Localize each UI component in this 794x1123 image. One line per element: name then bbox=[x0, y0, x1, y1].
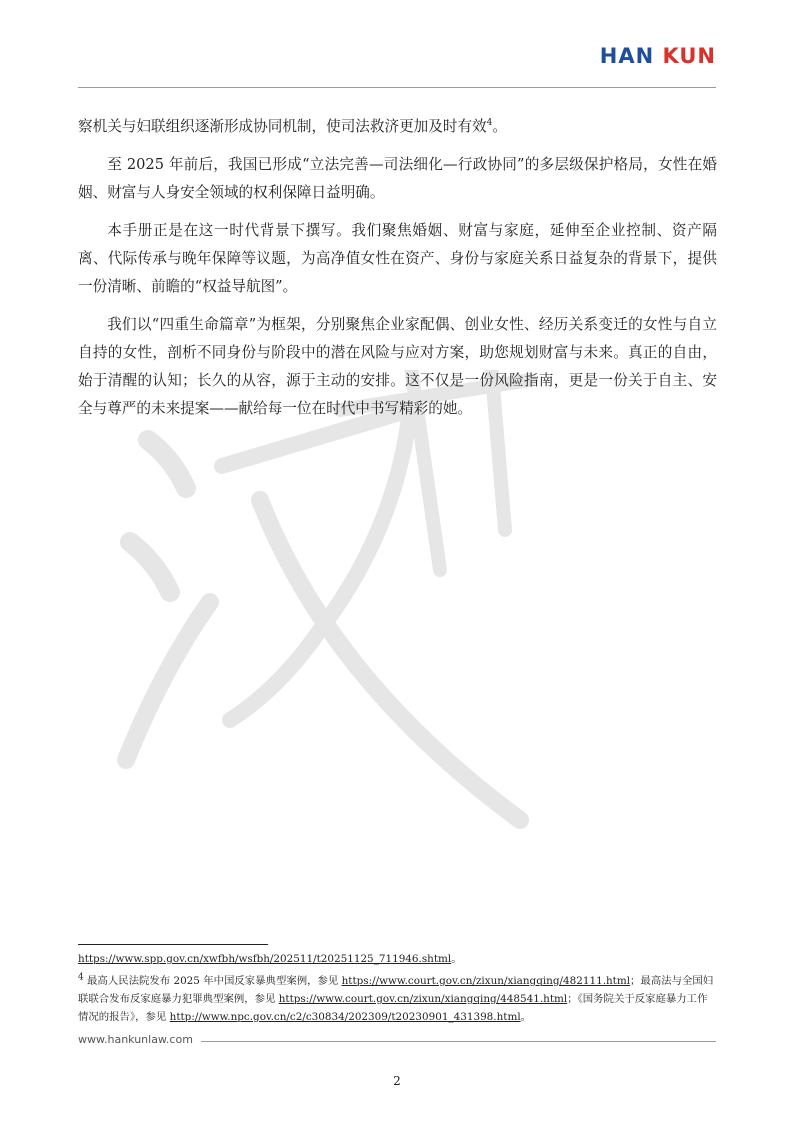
main-content bbox=[78, 113, 717, 433]
paragraph-2: 至 2025 年前后，我国已形成“立法完善—司法细化—行政协同”的多层级保护格局，女性在婚姻、财富与人身安全领域的权利保障日益明确。 bbox=[78, 156, 717, 201]
footnote-link-court-1[interactable]: https://www.court.gov.cn/zixun/xiangqing/482111.html bbox=[341, 975, 631, 987]
footnote-ref-4[interactable]: 4 bbox=[486, 118, 493, 129]
footer-website[interactable]: www.hankunlaw.com bbox=[78, 1033, 201, 1046]
footnotes bbox=[78, 950, 717, 1030]
footnote-4 bbox=[78, 972, 717, 1026]
paragraph-1-end: 。 bbox=[492, 118, 507, 135]
logo-han: HAN bbox=[599, 44, 655, 68]
hankun-watermark-icon bbox=[110, 370, 550, 840]
paragraph-1 bbox=[78, 113, 717, 141]
logo-kun: KUN bbox=[662, 44, 716, 68]
footnote-link-npc[interactable]: http://www.npc.gov.cn/c2/c30834/202309/t20230901_431398.html bbox=[169, 1011, 521, 1023]
footnote-4-mark: 4 bbox=[78, 972, 84, 983]
footnote-link-court-2[interactable]: https://www.court.gov.cn/zixun/xiangqing/448541.html bbox=[278, 993, 568, 1005]
footnote-continued-end: 。 bbox=[451, 953, 462, 965]
footnote-continued bbox=[78, 950, 717, 968]
footnote-4-end: 。 bbox=[520, 1011, 532, 1023]
footnote-divider bbox=[78, 944, 268, 945]
hankun-logo bbox=[600, 44, 716, 68]
footnote-4-text-2: ；最高法与全国妇联联合发布反家庭暴力犯罪典型案例，参见 bbox=[78, 975, 714, 1005]
paragraph-3: 本手册正是在这一时代背景下撰写。我们聚焦婚姻、财富与家庭，延伸至企业控制、资产隔离、代际传承与晚年保障等议题，为高净值女性在资产、身份与家庭关系日益复杂的背景下，提供一份清晰、前瞻的“权益导航图”。 bbox=[78, 222, 717, 295]
paragraph-1-text: 察机关与妇联组织逐渐形成协同机制，使司法救济更加及时有效 bbox=[78, 118, 487, 135]
footnote-4-text-1: 最高人民法院发布 2025 年中国反家暴典型案例，参见 bbox=[83, 975, 342, 987]
page-number: 2 bbox=[393, 1074, 401, 1088]
paragraph-4: 我们以“四重生命篇章”为框架，分别聚焦企业家配偶、创业女性、经历关系变迁的女性与自立自持的女性，剖析不同身份与阶段中的潜在风险与应对方案，助您规划财富与未来。真正的自由，始于清醒的认知；长久的从容，源于主动的安排。这不仅是一份风险指南，更是一份关于自主、安全与尊严的未来提案——献给每一位在时代中书写精彩的她。 bbox=[78, 316, 717, 417]
header-divider bbox=[78, 87, 716, 88]
footnote-link-spp[interactable]: https://www.spp.gov.cn/xwfbh/wsfbh/202511/t20251125_711946.shtml bbox=[78, 953, 452, 965]
footnote-4-text-3: ；《国务院关于反家庭暴力工作情况的报告》，参见 bbox=[78, 993, 708, 1023]
